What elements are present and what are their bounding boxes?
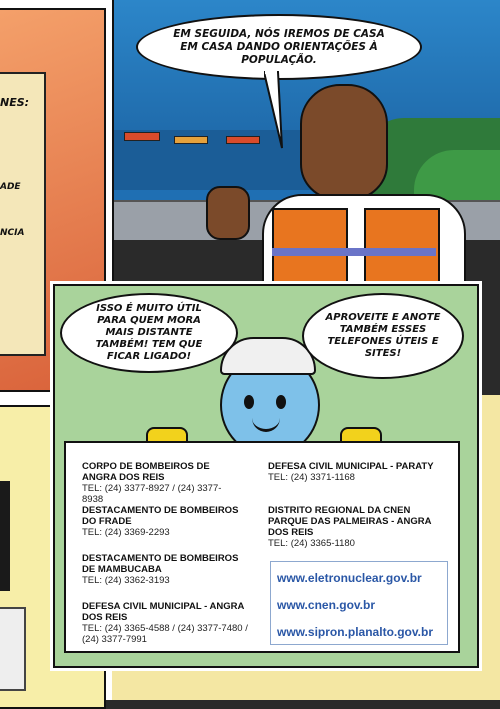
contact-5: [268, 461, 450, 483]
contact-board: [64, 441, 460, 653]
panel-harbor: [112, 0, 500, 284]
speech-bubble-right: [302, 293, 464, 379]
speech-bubble-left-text: ISSO É MUITO ÚTIL PARA QUEM MORA MAIS DISTANTE TAMBÉM! TEM QUE FICAR LIGADO!: [95, 303, 203, 362]
boat-2: [174, 136, 208, 144]
poster-line-1: NES:: [0, 96, 30, 109]
speech-bubble-left: [60, 293, 238, 373]
contact-tel: TEL: (24) 3377-8927 / (24) 3377-8938: [82, 483, 222, 505]
link-sipron[interactable]: www.sipron.planalto.gov.br: [277, 625, 434, 639]
contact-tel: TEL: (24) 3371-1168: [268, 472, 355, 483]
contact-tel: TEL: (24) 3362-3193: [82, 575, 170, 586]
poster: [0, 72, 46, 356]
contact-1: [82, 461, 240, 505]
contact-name: DEFESA CIVIL MUNICIPAL - PARATY: [268, 461, 434, 472]
speech-bubble-right-text: APROVEITE E ANOTE TAMBÉM ESSES TELEFONES ÚTEIS E SITES!: [325, 312, 441, 359]
speech-bubble-top-text: EM SEGUIDA, NÓS IREMOS DE CASA EM CASA DANDO ORIENTAÇÕES À POPULAÇÃO.: [173, 27, 385, 66]
contact-name: CORPO DE BOMBEIROS DE ANGRA DOS REIS: [82, 461, 210, 483]
poster-line-3: NCIA: [0, 228, 25, 238]
links-box: [270, 561, 448, 645]
contact-tel: TEL: (24) 3365-1180: [268, 538, 355, 549]
poster-line-2: ADE: [0, 182, 21, 192]
link-eletronuclear[interactable]: www.eletronuclear.gov.br: [277, 571, 422, 585]
info-panel: [50, 281, 482, 671]
contact-name: DEFESA CIVIL MUNICIPAL - ANGRA DOS REIS: [82, 601, 245, 623]
contact-2: [82, 505, 242, 538]
contact-name: DISTRITO REGIONAL DA CNEN PARQUE DAS PALMEIRAS - ANGRA DOS REIS: [268, 505, 432, 538]
contact-tel: TEL: (24) 3369-2293: [82, 527, 170, 538]
contact-6: [268, 505, 440, 549]
boat-3: [226, 136, 260, 144]
link-cnen[interactable]: www.cnen.gov.br: [277, 598, 376, 612]
contact-tel: TEL: (24) 3365-4588 / (24) 3377-7480 / (24) 3377-7991: [82, 623, 248, 645]
speech-tail-top: [264, 70, 284, 150]
agent-vest: [272, 208, 348, 284]
contact-3: [82, 553, 246, 586]
agent-head: [300, 84, 388, 200]
agent-hand: [206, 186, 250, 240]
contact-name: DESTACAMENTO DE BOMBEIROS DO FRADE: [82, 505, 239, 527]
contact-4: [82, 601, 260, 645]
contact-name: DESTACAMENTO DE BOMBEIROS DE MAMBUCABA: [82, 553, 239, 575]
boat-1: [124, 132, 160, 141]
